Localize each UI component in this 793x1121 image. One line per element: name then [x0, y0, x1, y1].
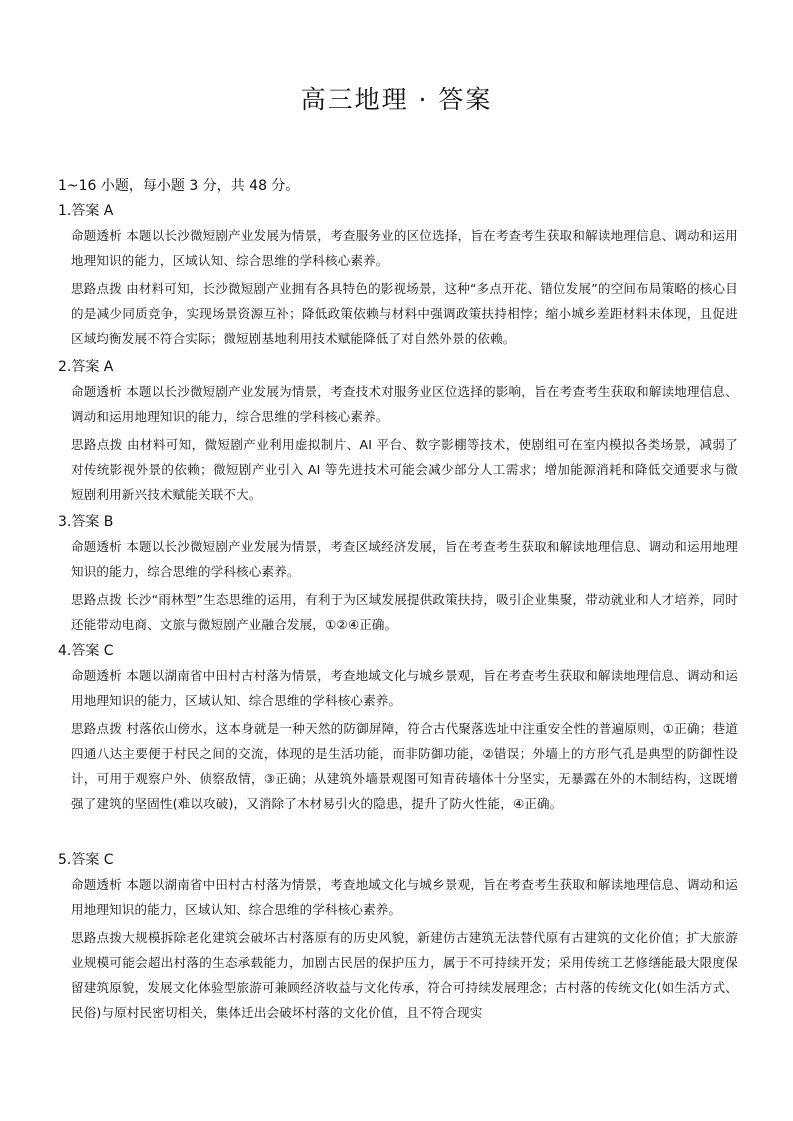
- question-heading: 4.答案 C: [58, 643, 114, 659]
- analysis-paragraph: 命题透析 本题以长沙微短剧产业发展为情景，考查服务业的区位选择，旨在考查考生获取和解读地理信息、调动和运用地理知识的能力，区域认知、综合思维的学科核心素养。: [71, 228, 738, 268]
- question-3: [58, 512, 748, 637]
- hint-paragraph: 思路点拨 村落依山傍水，这本身就是一种天然的防御屏障，符合古代聚落选址中注重安全性的普遍原则，①正确；巷道四通八达主要便于村民之间的交流，体现的是生活功能，而非防御功能，②错误；外墙上的方形气孔是典型的防御性设计，可用于观察户外、侦察敌情，③正确；从建筑外墙景观图可知青砖墙体十分坚实，无暴露在外的木制结构，这既增强了建筑的坚固性(难以攻破)，又消除了木材易引火的隐患，提升了防火性能，④正确。: [71, 721, 738, 811]
- analysis-paragraph: 命题透析 本题以湖南省中田村古村落为情景，考查地域文化与城乡景观，旨在考查考生获取和解读地理信息、调动和运用地理知识的能力，区域认知、综合思维的学科核心素养。: [71, 877, 738, 917]
- hint-paragraph: 思路点拨 由材料可知，微短剧产业利用虚拟制片、AI 平台、数字影棚等技术，使剧组可在室内模拟各类场景，减弱了对传统影视外景的依赖；微短剧产业引入 AI 等先进技术可能会减少部分人工需求；增加能源消耗和降低交通要求与微短剧利用新兴技术赋能关联不大。: [71, 437, 738, 502]
- question-heading: 5.答案 C: [58, 852, 114, 868]
- question-4: [58, 641, 748, 816]
- hint-paragraph: 思路点拨 由材料可知，长沙微短剧产业拥有各具特色的影视场景，这种“多点开花、错位发展”的空间布局策略的核心目的是减少同质竞争，实现场景资源互补；降低政策依赖与材料中强调政策扶持相悖；缩小城乡差距材料未体现，且促进区域均衡发展不符合实际；微短剧基地利用技术赋能降低了对自然外景的依赖。: [71, 281, 738, 346]
- page-title: 高三地理 · 答案: [300, 85, 493, 114]
- analysis-paragraph: 命题透析 本题以湖南省中田村古村落为情景，考查地域文化与城乡景观，旨在考查考生获取和解读地理信息、调动和运用地理知识的能力，区域认知、综合思维的学科核心素养。: [71, 668, 738, 708]
- question-2: [58, 357, 748, 507]
- hint-paragraph: 思路点拨大规模拆除老化建筑会破坏古村落原有的历史风貌，新建仿古建筑无法替代原有古建筑的文化价值；扩大旅游业规模可能会超出村落的生态承载能力，加剧古民居的保护压力，属于不可持续开发；采用传统工艺修缮能最大限度保留建筑原貌，发展文化体验型旅游可兼顾经济收益与文化传承，符合可持续发展理念；古村落的传统文化(如生活方式、民俗)与原村民密切相关，集体迁出会破坏村落的文化价值，且不符合现实: [71, 930, 738, 1020]
- question-heading: 3.答案 B: [58, 514, 114, 530]
- question-heading: 2.答案 A: [58, 359, 114, 375]
- question-heading: 1.答案 A: [58, 203, 114, 219]
- analysis-paragraph: 命题透析 本题以长沙微短剧产业发展为情景，考查技术对服务业区位选择的影响，旨在考查考生获取和解读地理信息、调动和运用地理知识的能力，综合思维的学科核心素养。: [71, 384, 738, 424]
- question-5: [58, 850, 748, 1025]
- hint-paragraph: 思路点拨 长沙“雨林型”生态思维的运用，有利于为区域发展提供政策扶持，吸引企业集聚，带动就业和人才培养，同时还能带动电商、文旅与微短剧产业融合发展，①②④正确。: [71, 592, 738, 632]
- section-intro: 1~16 小题，每小题 3 分，共 48 分。: [58, 178, 300, 194]
- question-1: [58, 201, 748, 351]
- analysis-paragraph: 命题透析 本题以长沙微短剧产业发展为情景，考查区域经济发展，旨在考查考生获取和解读地理信息、调动和运用地理知识的能力，综合思维的学科核心素养。: [71, 539, 738, 579]
